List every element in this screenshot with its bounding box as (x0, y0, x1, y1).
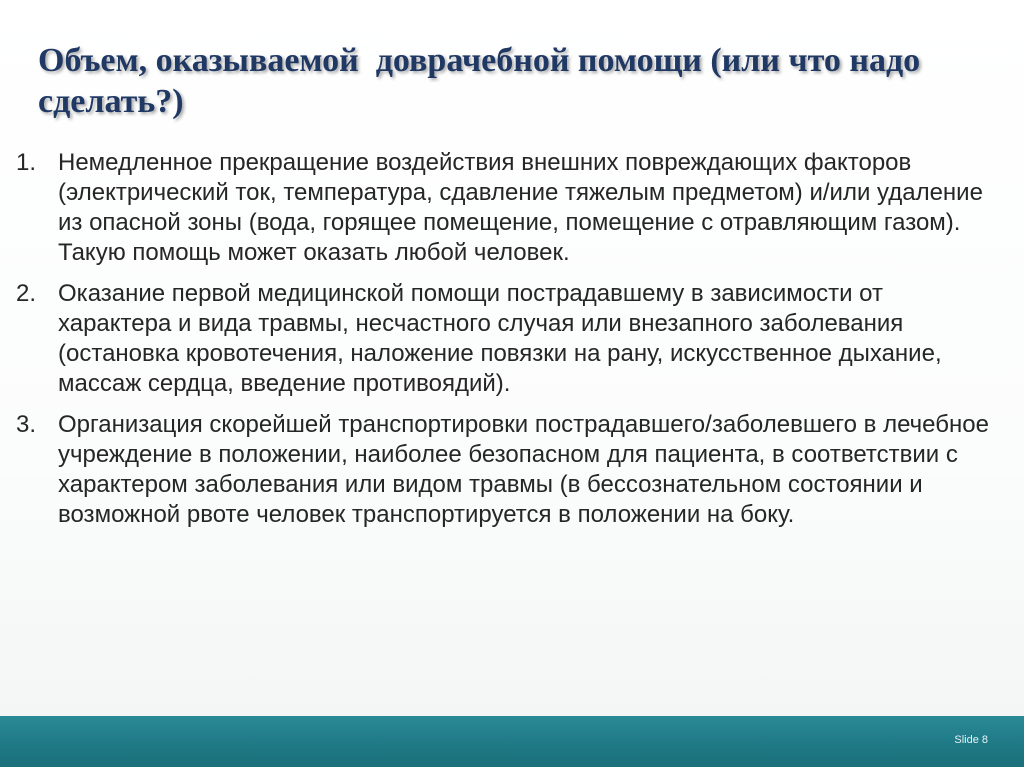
list-item-text: Оказание первой медицинской помощи пострадавшему в зависимости от характера и вида травмы, несчастного случая или внезапного заболевания (остановка кровотечения, наложение повязки на рану, искусственное дыхание, массаж сердца, введение противоядий). (58, 280, 942, 397)
list-item-text: Организация скорейшей транспортировки пострадавшего/заболевшего в лечебное учреждение в положении, наиболее безопасном для пациента, в соответствии с характером заболевания или видом травмы (в бессознательном состоянии и возможной рвоте человек транспортируется в положении на боку. (58, 411, 989, 528)
list-item-number: 1. (16, 149, 37, 176)
list-item-text: Немедленное прекращение воздействия внешних повреждающих факторов (электрический ток, температура, сдавление тяжелым предметом) и/или удаление из опасной зоны (вода, горящее помещение, помещение с отравляющим газом). Такую помощь может оказать любой человек. (58, 149, 983, 266)
footer-bar (0, 716, 1024, 767)
numbered-list (16, 148, 1001, 541)
list-item-number: 3. (16, 411, 37, 438)
list-item (16, 410, 1001, 530)
list-item (16, 279, 1001, 399)
slide-number: Slide 8 (954, 734, 988, 746)
slide-title: Объем, оказываемой доврачебной помощи (или что надо сделать?) (38, 42, 929, 120)
list-item (16, 148, 1001, 268)
list-item-number: 2. (16, 280, 37, 307)
